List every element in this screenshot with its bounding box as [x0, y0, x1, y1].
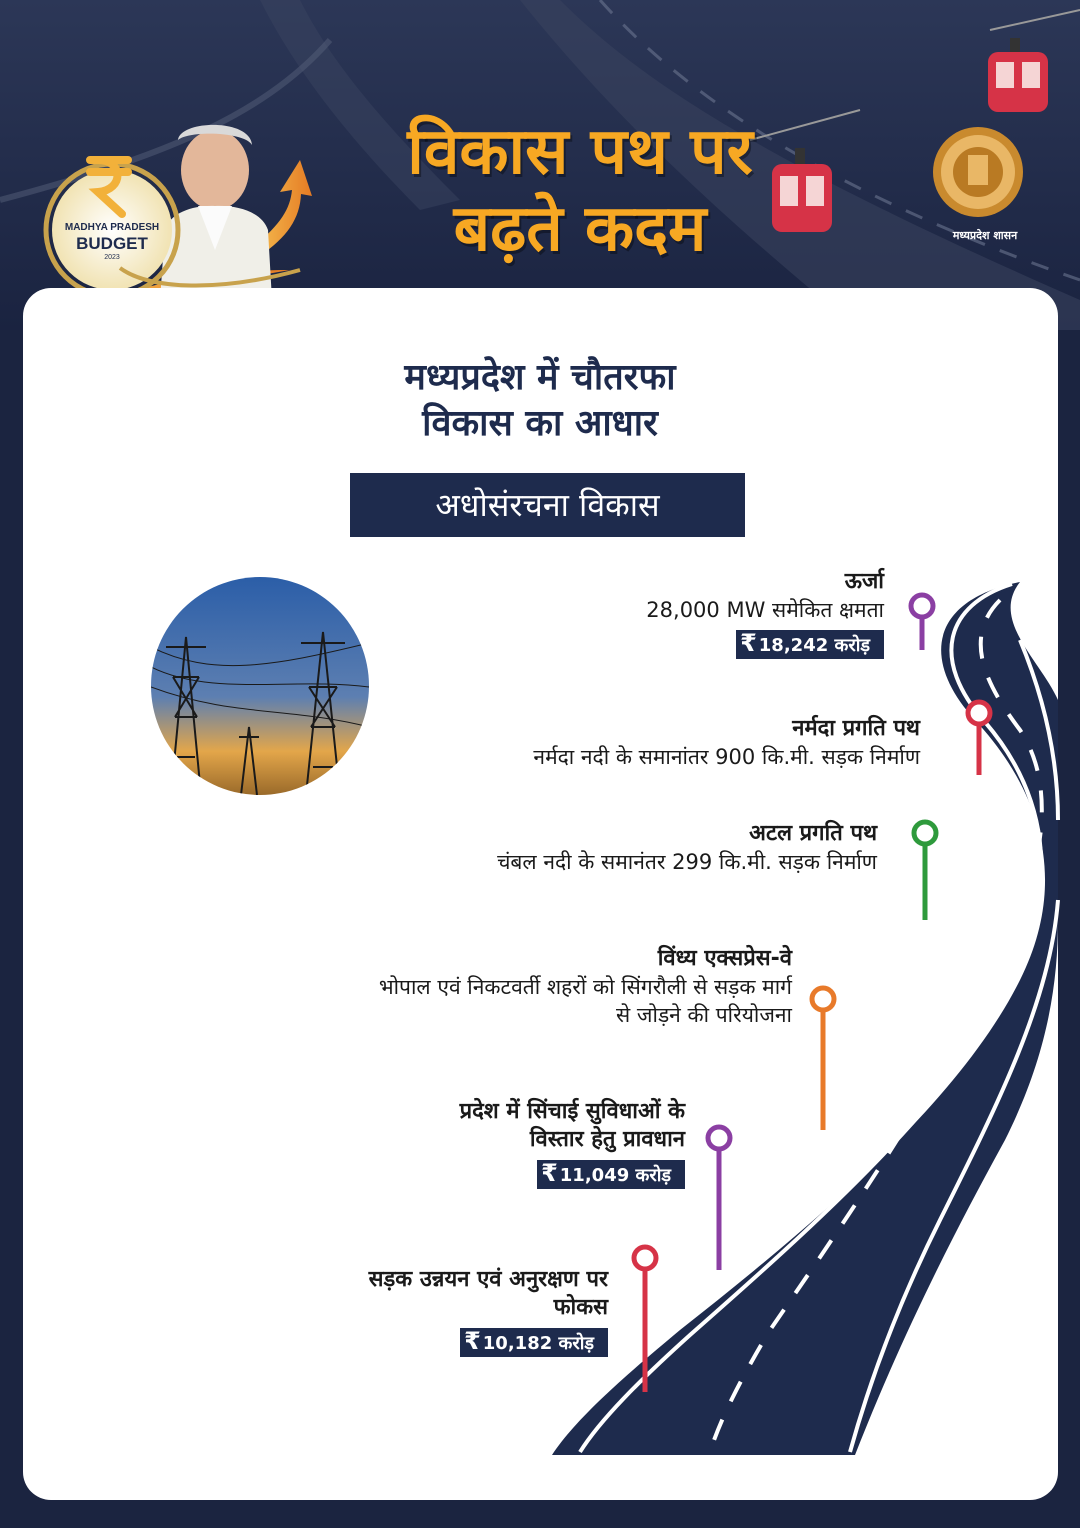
header-title-line-2: बढ़ते कदम: [453, 192, 707, 266]
item-vindhya-expressway: [379, 945, 792, 1029]
item-desc: चंबल नदी के समानंतर 299 कि.मी. सड़क निर्माण: [497, 850, 877, 874]
rupee-icon: ₹: [541, 1159, 558, 1187]
item-title: विंध्य एक्सप्रेस-वे: [657, 946, 792, 971]
main-heading-line-2: विकास का आधार: [422, 403, 658, 444]
pin-marker-5: [708, 1127, 730, 1270]
item-title: अटल प्रगति पथ: [749, 821, 877, 846]
section-label: अधोसंरचना विकास: [350, 473, 745, 537]
pin-marker-2: [968, 702, 990, 775]
budget-badge-year: 2023: [104, 254, 120, 261]
item-title: ऊर्जा: [844, 569, 884, 594]
item-desc-line-1: भोपाल एवं निकटवर्ती शहरों को सिंगरौली से सड़क मार्ग: [378, 975, 792, 999]
header-title-line-1: विकास पथ पर: [407, 115, 753, 189]
pin-marker-4: [812, 988, 834, 1130]
item-desc: 28,000 MW समेकित क्षमता: [646, 598, 884, 622]
main-heading-line-1: मध्यप्रदेश में चौतरफा: [404, 357, 676, 398]
item-narmada-pragati-path: [533, 715, 920, 771]
item-road-maintenance: [369, 1266, 608, 1357]
item-atal-pragati-path: [497, 820, 877, 876]
rupee-icon: ₹: [740, 629, 757, 657]
item-title-line-2: विस्तार हेतु प्रावधान: [529, 1127, 685, 1152]
item-title-line-2: फोकस: [553, 1295, 608, 1320]
amount-value: 11,049 करोड़: [559, 1165, 671, 1186]
budget-badge-line-1: MADHYA PRADESH: [64, 222, 160, 233]
budget-badge-line-2: BUDGET: [76, 234, 148, 253]
item-title: नर्मदा प्रगति पथ: [792, 716, 920, 741]
amount-value: 10,182 करोड़: [482, 1333, 594, 1354]
emblem-caption: मध्यप्रदेश शासन: [952, 229, 1018, 242]
item-desc: नर्मदा नदी के समानांतर 900 कि.मी. सड़क निर्माण: [533, 745, 920, 769]
amount-badge: [537, 1160, 685, 1189]
amount-value: 18,242 करोड़: [758, 635, 870, 656]
amount-badge: [460, 1328, 608, 1357]
item-title-line-1: प्रदेश में सिंचाई सुविधाओं के: [459, 1099, 685, 1124]
amount-badge: [736, 630, 884, 659]
rupee-icon: ₹: [464, 1327, 481, 1355]
pin-marker-3: [914, 822, 936, 920]
item-title-line-1: सड़क उन्नयन एवं अनुरक्षण पर: [368, 1267, 608, 1292]
item-irrigation: [460, 1098, 685, 1189]
item-energy: [646, 568, 884, 659]
item-desc-line-2: से जोड़ने की परियोजना: [616, 1003, 792, 1027]
pin-marker-1: [911, 595, 933, 650]
